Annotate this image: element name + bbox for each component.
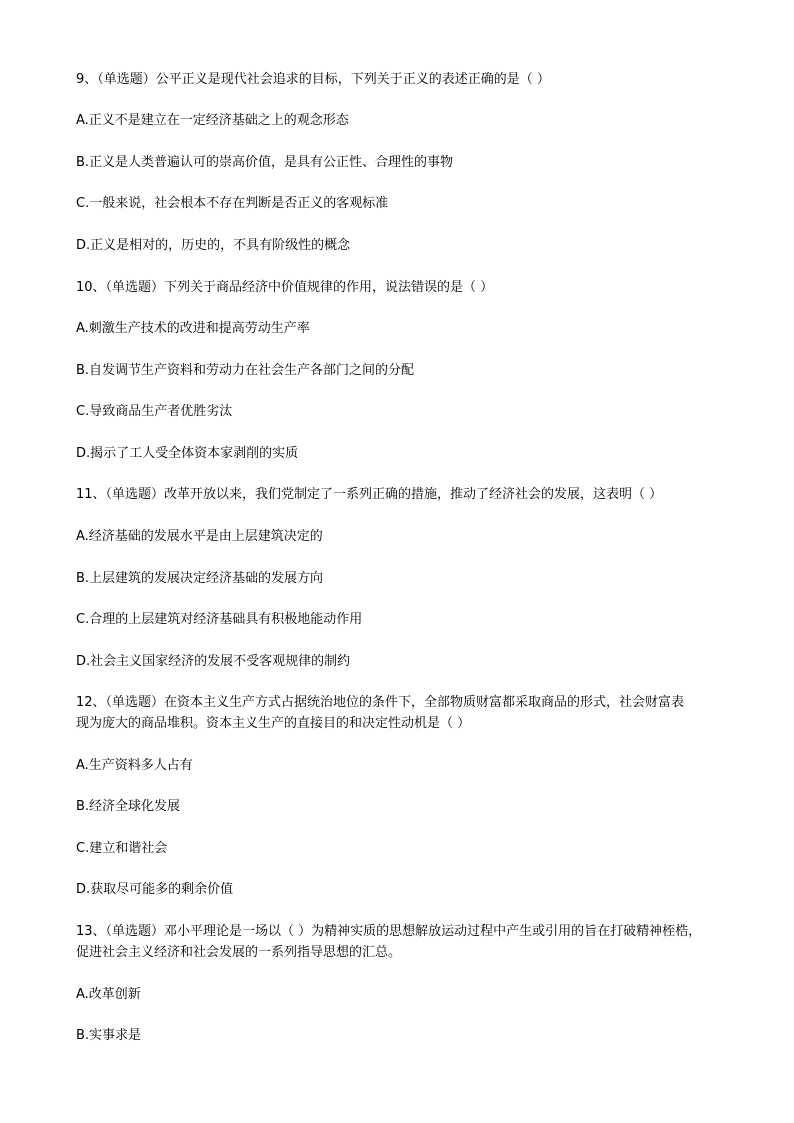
question-11-stem: 11、（单选题）改革开放以来，我们党制定了一系列正确的措施，推动了经济社会的发展，这表明（ ） [76,487,663,502]
question-11-option-a: A.经济基础的发展水平是由上层建筑决定的 [76,529,323,544]
question-10-option-b: B.自发调节生产资料和劳动力在社会生产各部门之间的分配 [76,363,415,378]
question-13-stem-line-2: 促进社会主义经济和社会发展的一系列指导思想的汇总。 [76,945,402,960]
question-11-option-b: B.上层建筑的发展决定经济基础的发展方向 [76,571,324,586]
question-13-stem-line-1: 13、（单选题）邓小平理论是一场以（ ）为精神实质的思想解放运动过程中产生或引用的旨在打破精神桎梏， [76,924,702,939]
question-13-option-a: A.改革创新 [76,987,141,1002]
question-12-option-c: C.建立和谐社会 [76,841,168,856]
question-11-option-c: C.合理的上层建筑对经济基础具有积极地能动作用 [76,612,363,627]
question-12-option-b: B.经济全球化发展 [76,799,181,814]
question-9-option-a: A.正义不是建立在一定经济基础之上的观念形态 [76,113,349,128]
question-10-option-d: D.揭示了工人受全体资本家剥削的实质 [76,446,299,461]
question-12-option-d: D.获取尽可能多的剩余价值 [76,882,234,897]
question-11-option-d: D.社会主义国家经济的发展不受客观规律的制约 [76,654,351,669]
question-10-option-a: A.刺激生产技术的改进和提高劳动生产率 [76,321,310,336]
question-9-stem: 9、（单选题）公平正义是现代社会追求的目标，下列关于正义的表述正确的是（ ） [76,72,550,87]
question-10-option-c: C.导致商品生产者优胜劣汰 [76,404,233,419]
question-12-stem-line-2: 现为庞大的商品堆积。资本主义生产的直接目的和决定性动机是（ ） [76,716,471,731]
question-9-option-d: D.正义是相对的，历史的，不具有阶级性的概念 [76,238,351,253]
question-12-stem-line-1: 12、（单选题）在资本主义生产方式占据统治地位的条件下，全部物质财富都采取商品的形式，社会财富表 [76,695,685,710]
question-12-option-a: A.生产资料多人占有 [76,758,193,773]
question-9-option-b: B.正义是人类普遍认可的崇高价值，是具有公正性、合理性的事物 [76,155,454,170]
question-9-option-c: C.一般来说，社会根本不存在判断是否正义的客观标准 [76,196,389,211]
question-13-option-b: B.实事求是 [76,1028,142,1043]
question-10-stem: 10、（单选题）下列关于商品经济中价值规律的作用，说法错误的是（ ） [76,280,494,295]
